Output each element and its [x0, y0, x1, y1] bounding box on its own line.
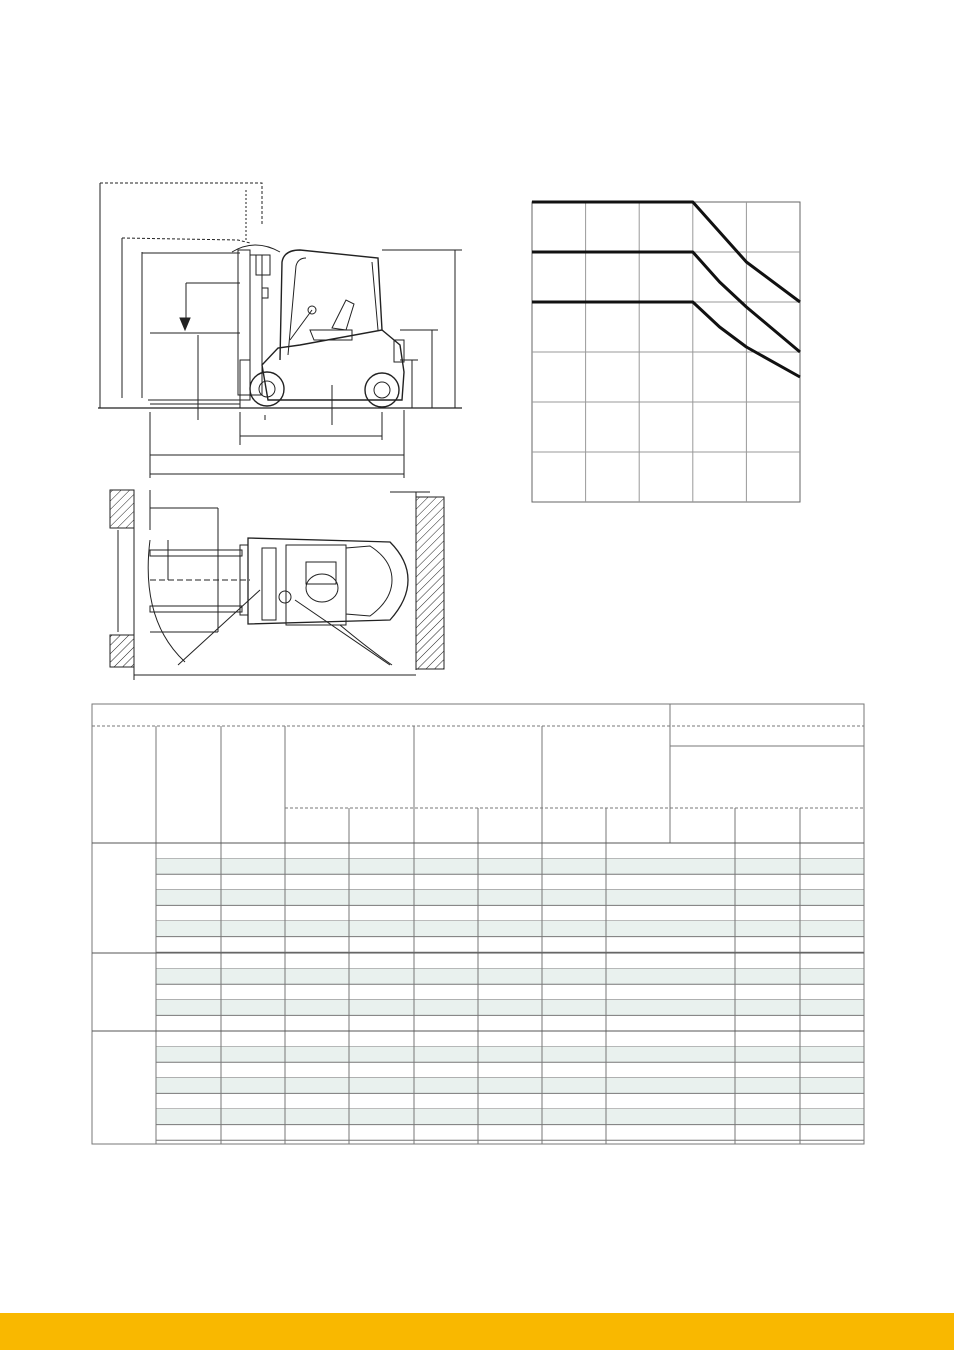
table-row — [156, 1078, 864, 1094]
table-row — [156, 921, 864, 937]
table-row — [156, 859, 864, 875]
table-row — [156, 1047, 864, 1063]
table-row — [156, 1000, 864, 1016]
table-row — [156, 1109, 864, 1125]
table-row — [156, 969, 864, 985]
footer-color-bar — [0, 1313, 954, 1350]
table-row — [156, 890, 864, 906]
